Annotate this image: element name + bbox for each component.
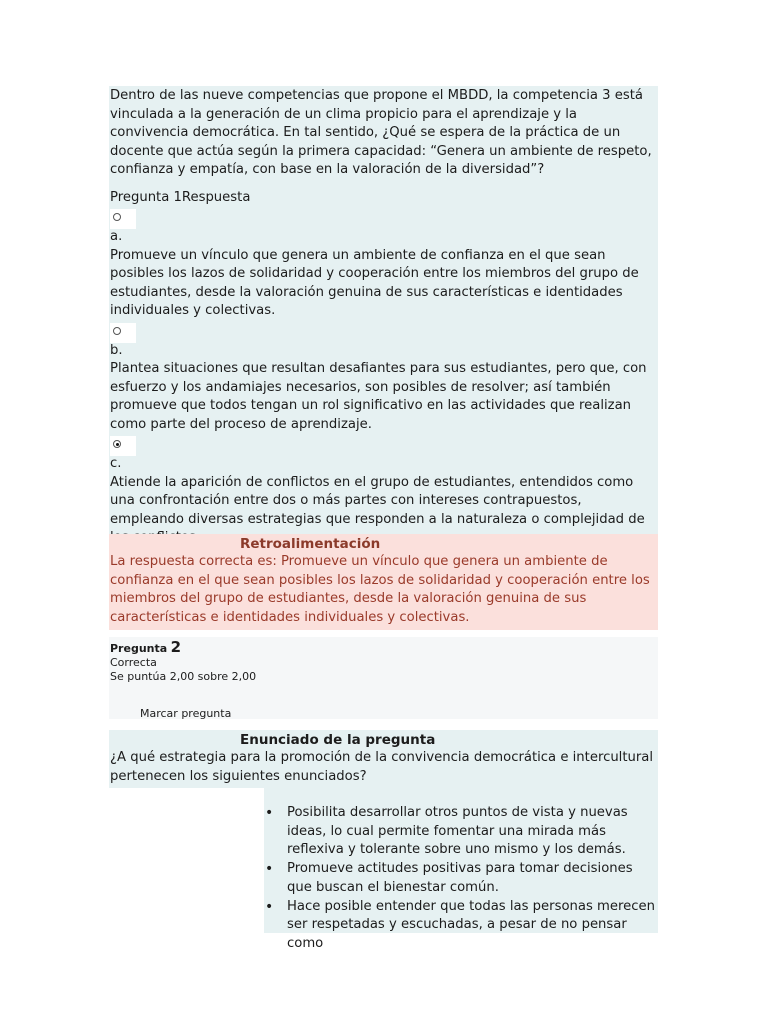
bullet-item: • Posibilita desarrollar otros puntos de vista y nuevas ideas, lo cual permite fomentar una mirada más reflexiva y tolerante sobre uno mismo y los demás. [264,804,658,860]
question-1-stem: Dentro de las nueve competencias que propone el MBDD, la competencia 3 está vinculada a la generación de un clima propicio para el aprendizaje y la convivencia democrática. En tal sentido, ¿Qué se espera de la práctica de un docente que actúa según la primera capacidad: “Genera un ambiente de respeto, confianza y empatía, con base en la valoración de la diversidad”? [110,88,652,177]
radio-box [110,436,136,456]
option-a-radio[interactable] [113,213,121,221]
question-1-block [109,86,658,550]
bullet-list [264,804,658,954]
option-a-letter: a. [110,229,123,244]
question-2-stem: ¿A qué estrategia para la promoción de la convivencia democrática e intercultural pertenecen los siguientes enunciados? [110,750,654,784]
question-2-block [109,730,658,788]
bullet-item: • Hace posible entender que todas las personas merecen ser respetadas y escuchadas, a pesar de no pensar como [264,898,658,954]
option-a-radio-row [110,207,657,228]
option-c-text[interactable]: Atiende la aparición de conflictos en el grupo de estudiantes, entendidos como una confrontación entre dos o más partes con intereses contrapuestos, empleando diversas estrategias que responden a la naturaleza o complejidad de [110,474,645,527]
option-c-letter: c. [110,456,122,471]
bullet-item: • Promueve actitudes positivas para tomar decisiones que buscan el bienestar común. [264,860,658,897]
option-c-radio-row [110,434,657,455]
feedback-panel [109,534,658,630]
question-2-info [109,637,658,719]
question-score: Se puntúa 2,00 sobre 2,00 [110,670,257,683]
option-a-text[interactable]: Promueve un vínculo que genera un ambiente de confianza en el que sean posibles los lazos de solidaridad y cooperación entre los miembros del grupo de estudiantes, desde la valoración genuina de sus características e identidades individuales y colectivas. [110,247,639,318]
question-label: Pregunta [110,642,168,655]
question-number: 2 [170,638,182,656]
option-b-text[interactable]: Plantea situaciones que resultan desafiantes para sus estudiantes, pero que, con esfuerzo y los andamiajes necesarios, son posibles de resolver; así también promueve que todos tengan un rol significativo en las actividades que realizan como parte del proceso de aprendizaje. [110,361,647,432]
answer-label: Pregunta 1Respuesta [110,189,251,205]
question-2-heading: Enunciado de la pregunta [240,732,436,748]
question-2-header [110,640,657,656]
flag-question-link[interactable]: Marcar pregunta [140,707,232,720]
question-2-bullets [264,787,658,951]
option-b-radio-row [110,321,657,342]
option-c-radio[interactable] [113,440,121,448]
question-status: Correcta [110,656,157,669]
radio-box [110,323,136,343]
option-b-letter: b. [110,342,123,358]
feedback-text: La respuesta correcta es: Promueve un vínculo que genera un ambiente de confianza en el que sean posibles los lazos de solidaridad y cooperación entre los miembros del grupo de estudiantes, desde la valoración genuina de sus características e identidades individuales y colectivas. [110,554,650,625]
radio-box [110,209,136,229]
option-b-radio[interactable] [113,327,121,335]
feedback-title: Retroalimentación [240,536,381,552]
